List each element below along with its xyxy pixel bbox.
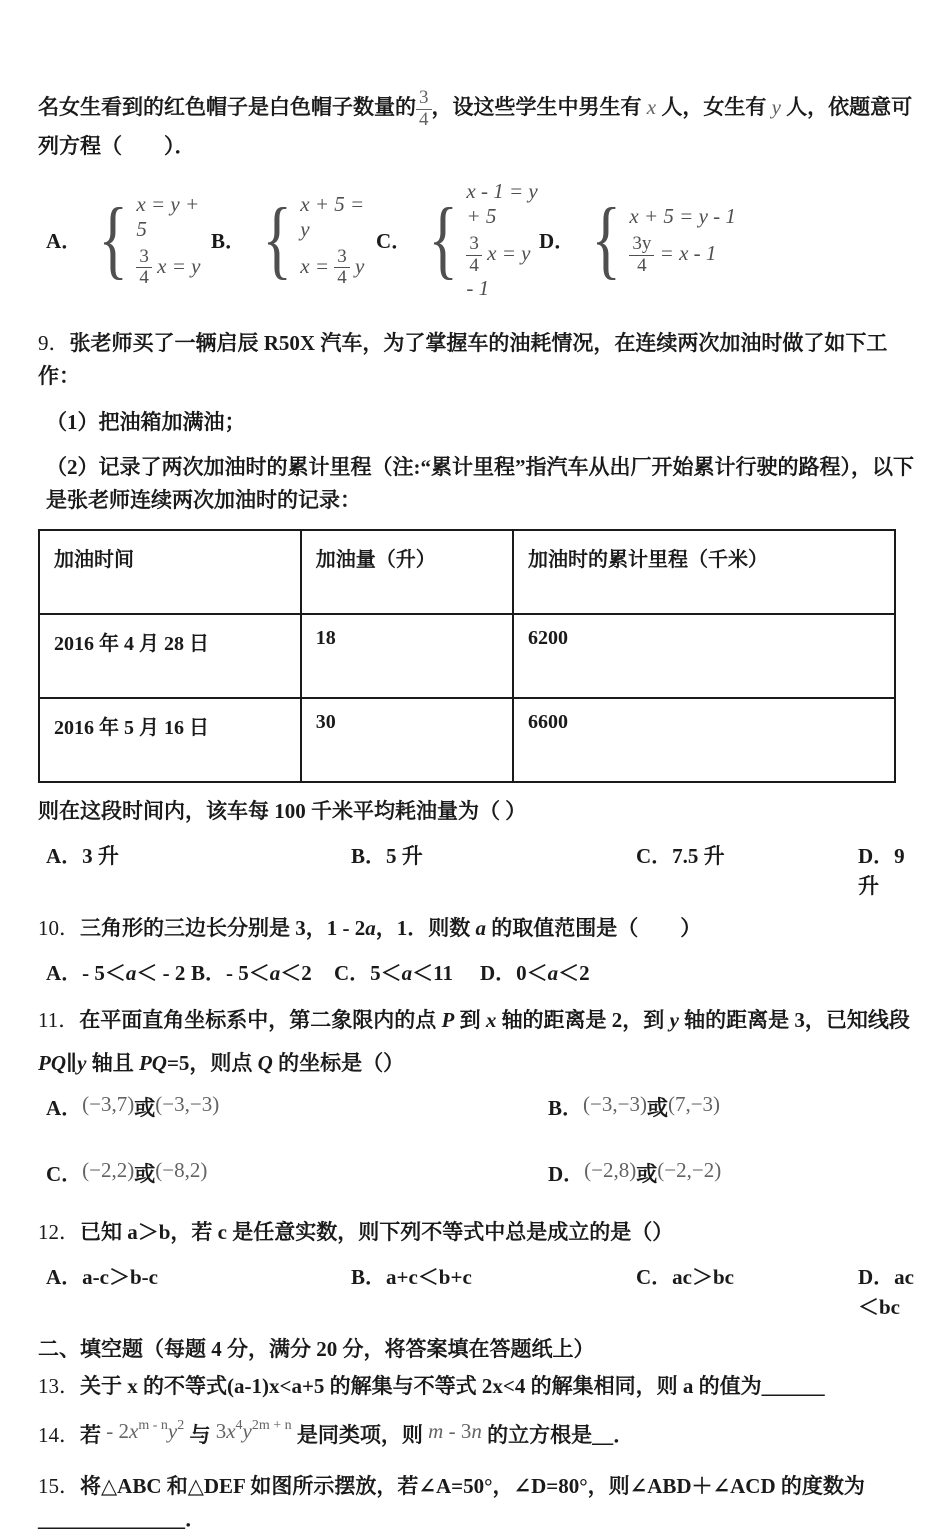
text-run: 14． <box>38 1423 80 1448</box>
q8-continuation-text <box>38 88 920 163</box>
text-run: 或 <box>646 1095 668 1120</box>
data-cell: 2016 年 4 月 28 日 <box>39 614 301 698</box>
text-run: C．7.5 升 <box>636 844 725 869</box>
text-run: D．9 升 <box>858 844 910 899</box>
option-label: D． <box>539 229 576 254</box>
text-run: x = y - 1 <box>466 241 536 301</box>
text-run: 是同类项，则 <box>291 1423 429 1448</box>
text-run: x <box>641 94 662 119</box>
text-run: D． <box>548 1161 585 1186</box>
text-run: Q <box>257 1051 273 1076</box>
q12-options-row <box>38 1261 920 1321</box>
text-run: - 2 <box>106 1419 129 1444</box>
text-run: 或 <box>134 1161 156 1186</box>
text-run: a <box>269 961 281 986</box>
text-run: 轴的距离是 3，已知线段 <box>678 1008 916 1033</box>
text-run: a <box>475 916 486 941</box>
text-run: 或 <box>134 1095 156 1120</box>
text-run: 到 <box>454 1008 486 1033</box>
q11-options-grid <box>38 1092 920 1188</box>
text-run: 轴且 <box>86 1051 139 1076</box>
text-run: 的坐标是（） <box>272 1051 405 1076</box>
text-run: 4 <box>235 1418 243 1434</box>
text-run: 或 <box>636 1161 658 1186</box>
option-d <box>858 840 920 900</box>
system-brace: { <box>98 190 129 288</box>
section-2-heading <box>38 1333 920 1366</box>
equation-line <box>466 179 543 229</box>
text-run: （2）记录了两次加油时的累计里程（注:“累计里程”指汽车从出厂开始累计行驶的路程），以下是张老师连续两次加油时的记录： <box>46 454 914 512</box>
text-run: D．0＜ <box>480 961 548 986</box>
fraction: $\frac{3}{4}$ <box>466 234 482 276</box>
table-header-row <box>39 530 895 614</box>
equation-line <box>300 192 376 242</box>
text-run: 将△ABC 和△DEF 如图所示摆放，若∠A=50°，∠D=80°，则∠ABD＋∠ACD 的度数为______________． <box>38 1474 865 1532</box>
q10-options-row <box>38 957 920 987</box>
text-run: P <box>441 1008 455 1033</box>
option-a <box>46 1261 351 1321</box>
option-b <box>548 1092 920 1122</box>
text-run: (−8,2) <box>155 1157 208 1182</box>
equation-line <box>629 234 735 276</box>
q10-stem <box>38 912 920 945</box>
text-run: B．- 5＜ <box>191 961 270 986</box>
equation-line <box>136 247 211 289</box>
q9-step-1 <box>38 406 920 439</box>
option-a <box>46 840 351 900</box>
text-run: 9． <box>38 331 70 356</box>
table-row <box>39 698 895 782</box>
q12-stem <box>38 1216 920 1249</box>
text-run: (−3,7) <box>82 1091 135 1116</box>
text-run: 2 <box>177 1418 185 1434</box>
data-cell: 2016 年 5 月 16 日 <box>39 698 301 782</box>
q15-stem <box>38 1470 920 1536</box>
equation-lines <box>466 179 543 301</box>
text-run: =5，则点 <box>166 1051 258 1076</box>
text-run: 轴的距离是 2，到 <box>496 1008 670 1033</box>
text-run: 3 <box>215 1419 227 1444</box>
option-b <box>191 957 334 987</box>
text-run: n <box>471 1419 482 1444</box>
text-run: 的取值范围是（ ） <box>486 916 702 941</box>
option-a <box>46 957 191 987</box>
text-run: x + 5 = y <box>300 191 370 241</box>
text-run: （1）把油箱加满油； <box>46 409 246 434</box>
text-run: y <box>766 94 787 119</box>
q9-stem <box>38 327 920 393</box>
option-d-system <box>539 179 920 301</box>
equation-lines <box>629 204 735 276</box>
option-c <box>636 840 858 900</box>
data-cell: 6600 <box>513 698 895 782</box>
option-b-system <box>211 179 376 301</box>
text-run: C．ac＞bc <box>636 1264 734 1289</box>
option-d <box>548 1158 920 1188</box>
text-run: 三角形的三边长分别是 3，1 - 2 <box>80 916 366 941</box>
text-run: 12． <box>38 1219 80 1244</box>
text-run: B． <box>548 1095 584 1120</box>
text-run: 人，依题意可列方程（ ）． <box>38 94 913 159</box>
text-run: 已知 a＞b，若 c 是任意实数，则下列不等式中总是成立的是（） <box>80 1219 674 1244</box>
text-run: PQ <box>38 1051 66 1076</box>
option-c <box>334 957 480 987</box>
text-run: x - 1 = y + 5 <box>466 179 543 229</box>
text-run: 张老师买了一辆启辰 R50X 汽车，为了掌握车的油耗情况，在连续两次加油时做了如下工作： <box>38 331 888 389</box>
text-run: A．a-c＞b-c <box>46 1264 158 1289</box>
text-run: a <box>125 961 137 986</box>
text-run: a <box>401 961 413 986</box>
equation-line <box>629 204 735 229</box>
q13-stem <box>38 1370 920 1403</box>
equation-lines <box>300 192 376 289</box>
equation-line <box>466 234 539 301</box>
fraction: $\frac{3}{4}$ <box>136 247 152 289</box>
text-run: C． <box>46 1161 83 1186</box>
text-run: B．a+c＜b+c <box>351 1264 472 1289</box>
option-c <box>46 1158 548 1188</box>
q9-options-row <box>38 840 920 900</box>
text-run: ＜ - 2 <box>136 961 186 986</box>
option-b <box>351 1261 636 1321</box>
text-run: = x - 1 <box>654 241 717 266</box>
text-run: 10． <box>38 916 80 941</box>
text-run: x + 5 = y - 1 <box>629 204 736 229</box>
q11-stem <box>38 999 920 1085</box>
text-run: - 3 <box>443 1419 472 1444</box>
q14-stem <box>38 1415 920 1452</box>
text-run: 2m + n <box>251 1418 292 1434</box>
text-run: ，设这些学生中男生有 <box>431 94 642 119</box>
text-run: m <box>428 1419 444 1444</box>
text-run: y <box>242 1419 252 1444</box>
fraction: $\frac{3y}{4}$ <box>629 234 654 276</box>
fraction: $\frac{3}{4}$ <box>416 88 432 130</box>
equation-line <box>136 192 211 242</box>
equation-lines <box>136 192 211 289</box>
header-cell: 加油量（升） <box>301 530 513 614</box>
text-run: (−2,8) <box>584 1157 637 1182</box>
text-run: 与 <box>184 1423 216 1448</box>
text-run: A． <box>46 1095 83 1120</box>
text-run: (−2,−2) <box>657 1157 722 1182</box>
option-label: C． <box>376 229 413 254</box>
text-run: y <box>349 253 365 278</box>
text-run: y <box>77 1051 87 1076</box>
text-run: 若 <box>80 1423 107 1448</box>
text-run: y <box>669 1008 679 1033</box>
q9-step-2 <box>38 451 920 517</box>
option-label: B． <box>211 229 247 254</box>
option-a-system <box>46 179 211 301</box>
table-row <box>39 614 895 698</box>
text-run: (−2,2) <box>82 1157 135 1182</box>
text-run: PQ <box>138 1051 167 1076</box>
q8-options-row <box>38 179 920 301</box>
text-run: 11． <box>38 1008 80 1033</box>
option-a <box>46 1092 548 1122</box>
text-run: 13． <box>38 1373 80 1398</box>
text-run: a <box>365 916 376 941</box>
header-cell: 加油时的累计里程（千米） <box>513 530 895 614</box>
text-run: 关于 x 的不等式(a-1)x<a+5 的解集与不等式 2x<4 的解集相同，则 a 的值为______ <box>80 1373 825 1398</box>
q9-question <box>38 795 920 828</box>
text-run: 名女生看到的红色帽子是白色帽子数量的 <box>38 94 416 119</box>
text-run: x = y + 5 <box>136 191 205 241</box>
text-run: x = <box>300 253 335 278</box>
data-cell: 6200 <box>513 614 895 698</box>
system-brace: { <box>262 190 292 288</box>
text-run: x <box>226 1419 236 1444</box>
text-run: D．ac＜bc <box>858 1264 914 1319</box>
data-cell: 18 <box>301 614 513 698</box>
text-run: 人，女生有 <box>661 94 767 119</box>
option-d <box>858 1261 920 1321</box>
text-run: 的立方根是__． <box>481 1423 635 1448</box>
fuel-record-table <box>38 529 896 783</box>
text-run: A．3 升 <box>46 844 119 869</box>
text-run: y <box>167 1419 178 1444</box>
text-run: B．5 升 <box>351 844 423 869</box>
option-c-system <box>376 179 543 301</box>
text-run: (−3,−3) <box>155 1091 220 1116</box>
text-run: x = y <box>151 253 201 278</box>
fraction: $\frac{3}{4}$ <box>334 247 350 289</box>
text-run: C．5＜ <box>334 961 402 986</box>
option-label: A． <box>46 229 83 254</box>
option-c <box>636 1261 858 1321</box>
text-run: x <box>485 1008 497 1033</box>
system-brace: { <box>428 190 459 288</box>
equation-line <box>300 247 376 289</box>
text-run: m - n <box>138 1418 168 1434</box>
header-cell: 加油时间 <box>39 530 301 614</box>
text-run: (7,−3) <box>667 1091 721 1116</box>
text-run: 在平面直角坐标系中，第二象限内的点 <box>79 1008 442 1033</box>
text-run: (−3,−3) <box>583 1091 647 1116</box>
text-run: ，1．则数 <box>375 916 476 941</box>
text-run: x <box>129 1419 139 1444</box>
system-brace: { <box>591 190 622 288</box>
text-run: 二、填空题（每题 4 分，满分 20 分，将答案填在答题纸上） <box>38 1336 595 1361</box>
text-run: ＜11 <box>412 961 454 986</box>
option-d <box>480 957 920 987</box>
data-cell: 30 <box>301 698 513 782</box>
text-run: 则在这段时间内，该车每 100 千米平均耗油量为（ ） <box>38 799 527 824</box>
text-run: ＜2 <box>558 961 590 986</box>
text-run: 15． <box>38 1474 80 1499</box>
text-run: A．- 5＜ <box>46 961 126 986</box>
text-run: ∥ <box>66 1051 78 1076</box>
text-run: a <box>547 961 559 986</box>
text-run: ＜2 <box>280 961 312 986</box>
option-b <box>351 840 636 900</box>
